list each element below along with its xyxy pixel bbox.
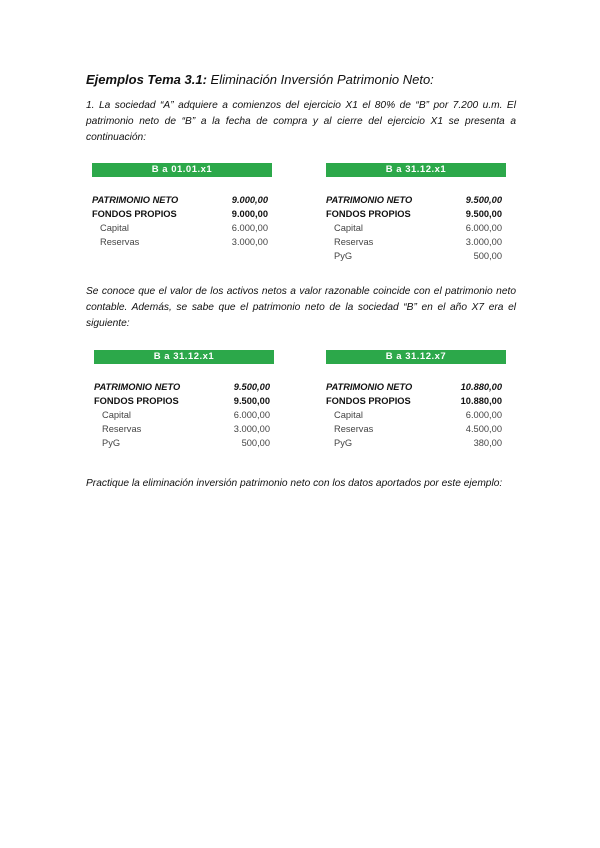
row-label: PyG — [102, 438, 121, 448]
row-label: Reservas — [102, 424, 142, 434]
row-label: Reservas — [334, 237, 374, 247]
paragraph-2: Se conoce que el valor de los activos netos a valor razonable coincide con el patrimonio neto contable. Además, se sabe que el patrimonio neto de la sociedad “B” en el año X7 era el siguiente: — [86, 286, 516, 329]
row-label: Capital — [102, 410, 131, 420]
row-value: 3.000,00 — [231, 237, 268, 247]
row-label: PATRIMONIO NETO — [94, 382, 181, 392]
table-row — [94, 380, 274, 394]
table-b-31-12-x1 — [326, 163, 506, 263]
table-row — [94, 394, 274, 408]
table-row — [94, 436, 274, 450]
row-value: 3.000,00 — [465, 237, 502, 247]
row-value: 380,00 — [473, 438, 502, 448]
table-header: B a 31.12.x7 — [326, 350, 506, 364]
row-value: 500,00 — [473, 251, 502, 261]
row-value: 9.500,00 — [465, 195, 502, 205]
row-label: PATRIMONIO NETO — [326, 195, 413, 205]
table-header: B a 01.01.x1 — [92, 163, 272, 177]
row-value: 6.000,00 — [231, 223, 268, 233]
row-value: 10.880,00 — [460, 382, 502, 392]
table-b-01-01-x1 — [92, 163, 272, 249]
row-label: Reservas — [100, 237, 140, 247]
row-value: 6.000,00 — [233, 410, 270, 420]
table-row — [94, 422, 274, 436]
page-title — [86, 72, 434, 87]
table-row — [92, 235, 272, 249]
row-value: 6.000,00 — [465, 410, 502, 420]
table-row — [326, 408, 506, 422]
title-rest: Eliminación Inversión Patrimonio Neto: — [206, 72, 434, 87]
row-value: 10.880,00 — [460, 396, 502, 406]
row-label: PyG — [334, 251, 353, 261]
row-label: FONDOS PROPIOS — [326, 396, 411, 406]
row-label: FONDOS PROPIOS — [94, 396, 179, 406]
table-row — [326, 193, 506, 207]
row-label: Capital — [334, 223, 363, 233]
row-value: 9.500,00 — [465, 209, 502, 219]
paragraph-1: 1. La sociedad “A” adquiere a comienzos del ejercicio X1 el 80% de “B” por 7.200 u.m. El patrimonio neto de “B” a la fecha de compra y al cierre del ejercicio X1 se presenta a continuación: — [86, 100, 516, 143]
row-label: PATRIMONIO NETO — [92, 195, 179, 205]
table-row — [326, 221, 506, 235]
table-header: B a 31.12.x1 — [326, 163, 506, 177]
table-b-31-12-x7 — [326, 350, 506, 450]
row-value: 9.500,00 — [233, 396, 270, 406]
row-value: 9.000,00 — [231, 195, 268, 205]
table-row — [326, 380, 506, 394]
row-label: Capital — [100, 223, 129, 233]
row-value: 9.500,00 — [233, 382, 270, 392]
table-header: B a 31.12.x1 — [94, 350, 274, 364]
table-row — [92, 193, 272, 207]
row-label: Capital — [334, 410, 363, 420]
row-label: Reservas — [334, 424, 374, 434]
table-b-31-12-x1-second — [94, 350, 274, 450]
row-value: 9.000,00 — [231, 209, 268, 219]
title-bold: Ejemplos Tema 3.1: — [86, 72, 207, 87]
table-row — [92, 221, 272, 235]
row-value: 3.000,00 — [233, 424, 270, 434]
row-value: 500,00 — [241, 438, 270, 448]
row-label: FONDOS PROPIOS — [326, 209, 411, 219]
row-label: PyG — [334, 438, 353, 448]
table-row — [326, 436, 506, 450]
row-value: 4.500,00 — [465, 424, 502, 434]
table-row — [326, 422, 506, 436]
row-label: PATRIMONIO NETO — [326, 382, 413, 392]
table-row — [94, 408, 274, 422]
table-row — [326, 207, 506, 221]
table-row — [326, 235, 506, 249]
paragraph-3: Practique la eliminación inversión patrimonio neto con los datos aportados por este ejemplo: — [86, 478, 503, 489]
row-label: FONDOS PROPIOS — [92, 209, 177, 219]
table-row — [326, 249, 506, 263]
table-row — [326, 394, 506, 408]
table-row — [92, 207, 272, 221]
row-value: 6.000,00 — [465, 223, 502, 233]
